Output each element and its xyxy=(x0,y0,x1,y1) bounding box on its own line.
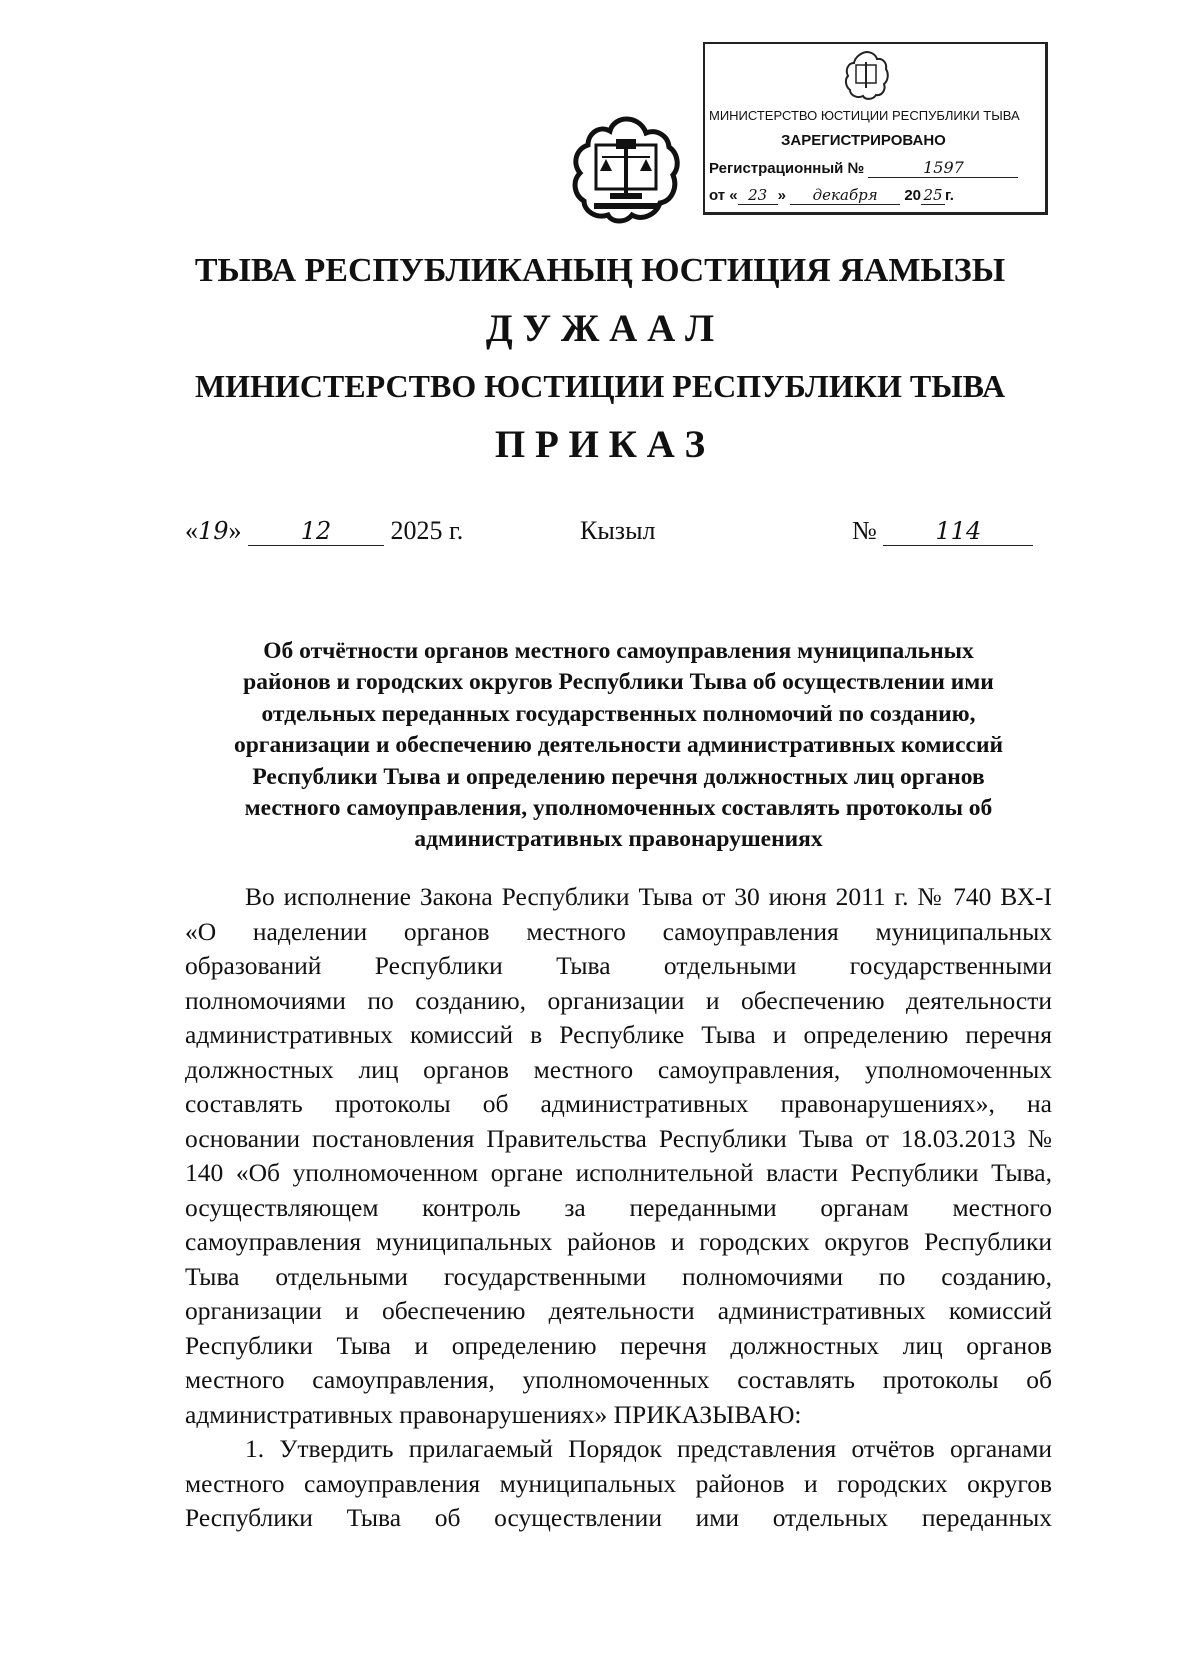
body-line: основании постановления Правительства Республики Тыва от 18.03.2013 № xyxy=(185,1123,1052,1153)
order-body xyxy=(185,880,1052,1536)
order-day: 19 xyxy=(198,517,229,545)
stamp-year-prefix: 20 xyxy=(904,187,922,204)
quote-open: « xyxy=(185,516,198,545)
stamp-status: ЗАРЕГИСТРИРОВАНО xyxy=(781,132,946,149)
title-line: Об отчётности органов местного самоуправления муниципальных xyxy=(263,638,974,664)
russian-doc-type: П Р И К А З xyxy=(494,423,706,466)
stamp-day: 23 xyxy=(738,186,778,205)
stamp-emblem-icon xyxy=(843,50,889,100)
russian-org-heading: МИНИСТЕРСТВО ЮСТИЦИИ РЕСПУБЛИКИ ТЫВА xyxy=(194,368,1006,404)
body-line: административных правонарушениях» ПРИКАЗЫВАЮ: xyxy=(185,1399,802,1429)
ministry-emblem-icon xyxy=(570,115,682,227)
body-line: должностных лиц органов местного самоуправления, уполномоченных xyxy=(185,1054,1052,1084)
body-line: составлять протоколы об административных правонарушениях», на xyxy=(185,1089,1052,1118)
order-title xyxy=(185,636,1052,856)
order-number-value: 114 xyxy=(883,517,1033,546)
body-line: «О наделении органов местного самоуправления муниципальных xyxy=(185,916,1052,946)
body-line: образований Республики Тыва отдельными государственными xyxy=(185,951,1052,980)
registration-stamp xyxy=(703,42,1048,215)
quote-close: » xyxy=(228,516,242,545)
stamp-month: декабря xyxy=(790,186,900,205)
body-line: Тыва отдельными государственными полномочиями по созданию, xyxy=(185,1261,1052,1291)
stamp-year-suffix: 25 xyxy=(921,186,945,205)
stamp-reg-label: Регистрационный № xyxy=(709,160,865,177)
order-year: 2025 г. xyxy=(390,516,464,545)
title-line: отдельных переданных государственных полномочий по созданию, xyxy=(261,700,976,727)
stamp-year-unit: г. xyxy=(945,187,954,204)
body-line: полномочиями по созданию, организации и обеспечению деятельности xyxy=(185,985,1052,1015)
body-line: организации и обеспечению деятельности административных комиссий xyxy=(185,1296,1052,1325)
number-label: № xyxy=(852,516,877,545)
body-line: Республики Тыва и определению перечня должностных лиц органов xyxy=(185,1330,1052,1360)
body-line: местного самоуправления, уполномоченных составлять протоколы об xyxy=(185,1365,1052,1394)
body-line: 1. Утвердить прилагаемый Порядок представления отчётов органами xyxy=(245,1434,1052,1463)
stamp-reg-number: 1597 xyxy=(868,158,1018,178)
tuvan-doc-type: Д У Ж А А Л xyxy=(485,307,715,350)
body-line: 140 «Об уполномоченном органе исполнительной власти Республики Тыва, xyxy=(185,1158,1052,1187)
title-line: Республики Тыва и определению перечня должностных лиц органов xyxy=(252,763,985,790)
title-line: организации и обеспечению деятельности административных комиссий xyxy=(233,732,1004,759)
title-line: местного самоуправления, уполномоченных составлять протоколы об xyxy=(244,795,993,822)
body-line: осуществляющем контроль за переданными органам местного xyxy=(185,1192,1052,1222)
body-line: Республики Тыва об осуществлении ими отдельных переданных xyxy=(185,1503,1052,1532)
body-line: Во исполнение Закона Республики Тыва от 30 июня 2011 г. № 740 ВХ-I xyxy=(245,882,1052,911)
order-date xyxy=(185,516,463,546)
order-city: Кызыл xyxy=(580,516,656,545)
body-line: административных комиссий в Республике Тыва и определению перечня xyxy=(185,1020,1052,1049)
title-line: административных правонарушениях xyxy=(414,826,823,853)
body-line: самоуправления муниципальных районов и городских округов Республики xyxy=(185,1227,1052,1256)
stamp-from-label: от « xyxy=(709,187,738,204)
order-number xyxy=(852,516,1033,546)
stamp-quote-close: » xyxy=(777,187,786,204)
title-line: районов и городских округов Республики Тыва об осуществлении ими xyxy=(243,669,994,696)
stamp-org: МИНИСТЕРСТВО ЮСТИЦИИ РЕСПУБЛИКИ ТЫВА xyxy=(709,108,1020,123)
body-line: местного самоуправления муниципальных районов и городских округов xyxy=(185,1468,1052,1498)
tuvan-org-heading: ТЫВА РЕСПУБЛИКАНЫҢ ЮСТИЦИЯ ЯАМЫЗЫ xyxy=(194,252,1006,289)
order-month: 12 xyxy=(248,517,384,546)
